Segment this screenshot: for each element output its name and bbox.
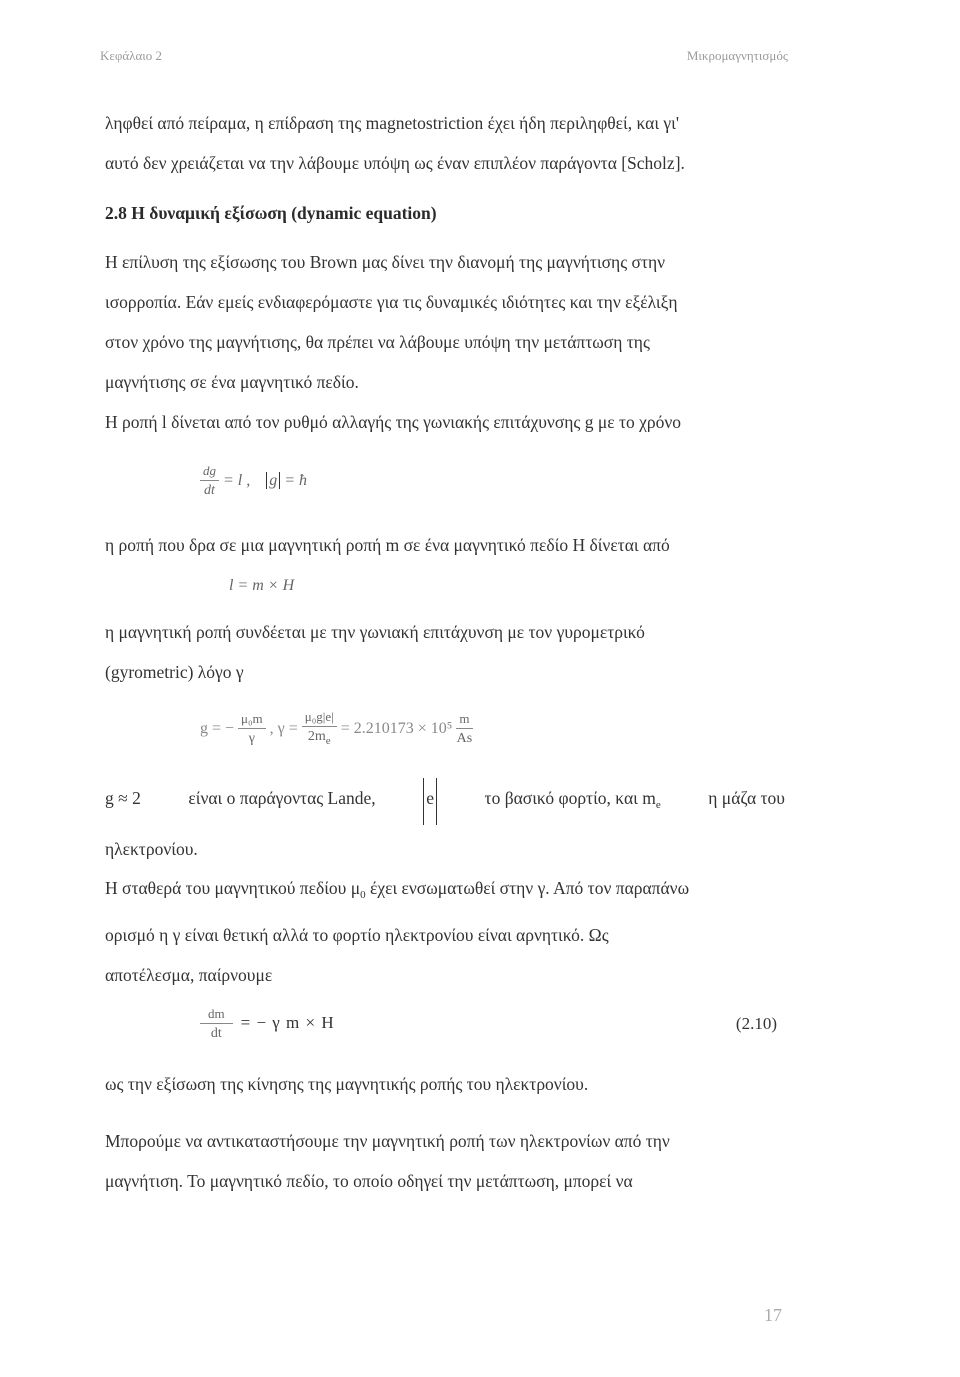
text-line: ηλεκτρονίου.	[105, 839, 198, 859]
page-number: 17	[764, 1305, 782, 1325]
fraction	[200, 1005, 233, 1044]
paragraph-brown	[105, 242, 785, 402]
equation-lhs: , γ =	[269, 720, 298, 738]
fraction-denominator: $2m_e$	[307, 729, 331, 747]
paragraph-magnetization	[105, 1121, 785, 1201]
fraction-numerator: m	[456, 710, 472, 729]
equation-rhs: = 2.210173 × 10⁵	[340, 720, 453, 738]
fraction-denominator: As	[456, 731, 473, 746]
equation-number: (2.10)	[735, 1014, 777, 1033]
fraction-numerator: μ₀g|e|	[302, 708, 337, 727]
fraction-numerator: dm	[200, 1005, 233, 1024]
equation-gyro-ratio	[200, 708, 473, 751]
header-topic: Μικρομαγνητισμός	[686, 48, 788, 63]
section-heading: 2.8 Η δυναμική εξίσωση (dynamic equation)	[105, 203, 437, 223]
fraction-numerator: μ₀m	[238, 710, 266, 729]
paragraph-gyrometric	[105, 612, 785, 692]
text-line: η μαγνητική ροπή συνδέεται με την γωνιακή επιτάχυνση με τον γυρομετρικό	[105, 622, 645, 642]
equation-cross-product: l = m × H	[229, 577, 295, 594]
fraction	[302, 708, 337, 751]
fraction	[456, 710, 472, 749]
equation-rhs: = l ,	[223, 472, 251, 490]
paragraph-torque: Η ροπή l δίνεται από τον ρυθμό αλλαγής της γωνιακής επιτάχυνσης g με το χρόνο	[105, 412, 682, 432]
fraction	[200, 462, 219, 501]
text-line: αυτό δεν χρειάζεται να την λάβουμε υπόψη ως έναν επιπλέον παράγοντα [Scholz].	[105, 153, 685, 173]
text-line: Μπορούμε να αντικαταστήσουμε την μαγνητική ροπή των ηλεκτρονίων από την	[105, 1131, 670, 1151]
header-chapter: Κεφάλαιο 2	[100, 48, 163, 63]
text-line: ληφθεί από πείραμα, η επίδραση της magnetostriction έχει ήδη περιληφθεί, και γι'	[105, 113, 680, 133]
text-line: ορισμό η γ είναι θετική αλλά το φορτίο ηλεκτρονίου είναι αρνητικό. Ως	[105, 925, 609, 945]
text-line: μαγνήτιση. Το μαγνητικό πεδίο, το οποίο οδηγεί την μετάπτωση, μπορεί να	[105, 1171, 633, 1191]
text-line: ισορροπία. Εάν εμείς ενδιαφερόμαστε για τις δυναμικές ιδιότητες και την εξέλιξη	[105, 292, 678, 312]
equation-torque-rate	[200, 462, 307, 501]
text-line: (gyrometric) λόγο γ	[105, 662, 244, 682]
absolute-value: e	[423, 778, 437, 825]
g-factor: g ≈ 2	[105, 788, 141, 808]
fraction-denominator: γ	[248, 731, 255, 746]
text-line: Η επίλυση της εξίσωσης του Brown μας δίνει την διανομή της μαγνήτισης στην	[105, 252, 666, 272]
equation-motion	[200, 1005, 335, 1044]
text-line: αποτέλεσμα, παίρνουμε	[105, 965, 273, 985]
fraction-denominator: dt	[210, 1026, 222, 1041]
paragraph-lande	[105, 778, 785, 869]
fraction-denominator: dt	[204, 483, 215, 498]
absolute-value: g	[266, 472, 280, 489]
fraction	[238, 710, 266, 749]
paragraph-conclusion: ως την εξίσωση της κίνησης της μαγνητικής ροπής του ηλεκτρονίου.	[105, 1074, 589, 1094]
equation-lhs: g = −	[200, 720, 235, 738]
text-line: g ≈ 2 είναι ο παράγοντας Lande, e το βασικό φορτίο, και $m_e$ η μάζα του	[105, 778, 785, 825]
paragraph-constant	[105, 868, 785, 995]
equation-rhs: = − γ m × H	[240, 1013, 335, 1033]
text-line: Η σταθερά του μαγνητικού πεδίου $\mu_0$ έχει ενσωματωθεί στην γ. Από τον παραπάνω	[105, 878, 690, 901]
equation-rhs: = ħ	[284, 472, 308, 490]
paragraph-moment: η ροπή που δρα σε μια μαγνητική ροπή m σε ένα μαγνητικό πεδίο H δίνεται από	[105, 535, 670, 555]
fraction-numerator: dg	[200, 462, 219, 481]
text-line: μαγνήτισης σε ένα μαγνητικό πεδίο.	[105, 372, 359, 392]
text-line: στον χρόνο της μαγνήτισης, θα πρέπει να λάβουμε υπόψη την μετάπτωση της	[105, 332, 650, 352]
paragraph-intro	[105, 103, 785, 183]
